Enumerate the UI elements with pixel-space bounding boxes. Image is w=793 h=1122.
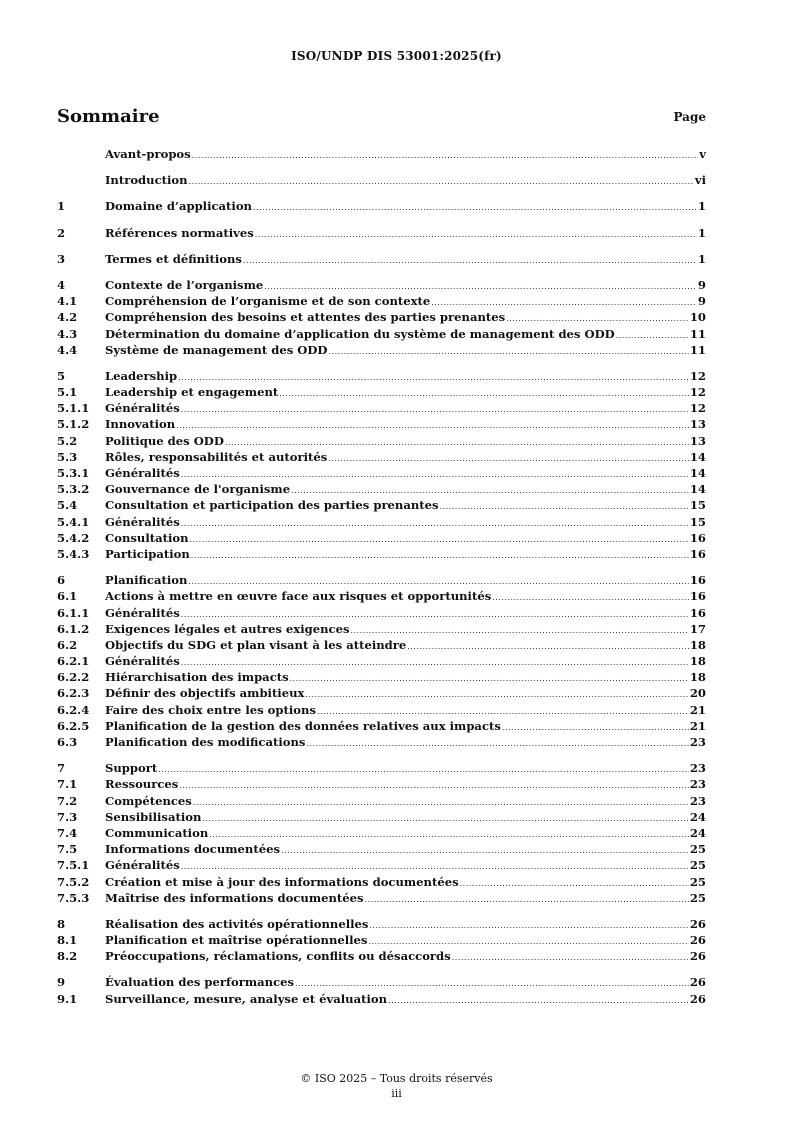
toc-entry-page: 25 [689,842,706,857]
toc-entry-title: Préoccupations, réclamations, conflits ou désaccords [105,949,451,964]
toc-entry[interactable] [57,277,706,293]
toc-entry-number: 7.4 [57,825,78,840]
toc-entry-title: Généralités [105,654,180,669]
toc-entry[interactable] [57,309,706,325]
toc-entry-title: Leadership et engagement [105,385,279,400]
toc-entry-title: Détermination du domaine d’application du système de management des ODD [105,326,615,341]
toc-entry[interactable] [57,702,706,718]
toc-entry-title: Ressources [105,777,179,792]
toc-entry[interactable] [57,776,706,792]
dot-leader [616,328,689,344]
toc-entry-page: 9 [697,294,706,309]
toc-entry-title: Généralités [105,401,180,416]
toc-entry-title: Objectifs du SDG et plan visant à les atteindre [105,637,407,652]
toc-entry-page: 11 [689,342,706,357]
toc-entry[interactable] [57,449,706,465]
dot-leader [329,344,689,360]
toc-entry-title: Maîtrise des informations documentées [105,890,364,905]
toc-entry-number: 5.1.2 [57,417,90,432]
toc-entry-title: Domaine d’application [105,199,252,214]
toc-entry-page: 15 [689,498,706,513]
toc-entry-page: 9 [697,277,706,292]
toc-entry[interactable] [57,974,706,990]
toc-entry-number: 5.4 [57,498,78,513]
toc-entry-number: 6.1.2 [57,621,90,636]
toc-entry[interactable] [57,841,706,857]
toc-entry-page: 18 [689,654,706,669]
toc-entry-title: Définir des objectifs ambitieux [105,686,305,701]
toc-entry-number: 5.3.1 [57,466,90,480]
toc-entry-page: 25 [689,890,706,905]
toc-entry-page: 11 [689,326,706,341]
copyright-notice: © ISO 2025 – Tous droits réservés [300,1072,493,1085]
toc-entry[interactable] [57,251,706,267]
dot-leader [181,402,689,418]
toc-entry-number: 8.2 [57,949,78,964]
toc-entry[interactable] [57,991,706,1007]
toc-entry-number: 6.2.5 [57,718,90,733]
toc-entry-number: 8.1 [57,933,78,948]
toc-entry-title: Rôles, responsabilités et autorités [105,449,328,464]
dot-leader [190,532,689,548]
toc-entry-number: 7.1 [57,777,78,792]
toc-entry-title: Hiérarchisation des impacts [105,670,289,685]
toc-entry-title: Compétences [105,793,192,808]
toc-entry-number: 6.2.4 [57,702,90,717]
toc-entry-title: Planification et maîtrise opérationnelles [105,933,368,948]
toc-entry-title: Consultation [105,530,189,545]
toc-entry-number: 6.3 [57,735,78,749]
toc-entry-number: 7.5.2 [57,874,90,889]
toc-entry[interactable] [57,416,706,432]
dot-leader [243,253,697,269]
toc-entry[interactable] [57,588,706,604]
toc-entry-page: 16 [689,605,706,620]
dot-leader [369,918,688,934]
dot-leader [305,687,688,703]
toc-entry-number: 4.2 [57,310,78,325]
toc-entry[interactable] [57,198,706,214]
toc-entry-page: 20 [689,686,706,701]
toc-entry-page: 23 [689,761,706,776]
dot-leader [255,227,697,243]
toc-entry-number: 6.2.1 [57,654,90,669]
toc-entry-page: 15 [689,514,706,529]
toc-entry[interactable] [57,825,706,841]
dot-leader [365,892,689,908]
toc-entry-number: 4.3 [57,326,78,341]
toc-entry[interactable] [57,326,706,342]
toc-entry[interactable] [57,685,706,701]
toc-entry[interactable] [57,669,706,685]
toc-entry-number: 7.2 [57,793,78,808]
dot-leader [209,827,689,843]
page-column-label: Page [673,110,706,124]
dot-leader [189,174,694,190]
toc-entry-number: 5.4.3 [57,546,90,561]
toc-entry-page: 18 [689,637,706,652]
dot-leader [407,639,689,655]
toc-entry-page: 16 [689,589,706,604]
toc-entry[interactable] [57,760,706,776]
toc-entry-title: Contexte de l’organisme [105,277,264,292]
toc-entry-page: 23 [689,777,706,792]
dot-leader [440,499,689,515]
toc-entry-page: 18 [689,670,706,685]
toc-entry-number: 6 [57,573,66,588]
toc-entry-title: Évaluation des performances [105,975,295,990]
toc-entry-title: Planification des modifications [105,735,306,749]
toc-entry-title: Sensibilisation [105,809,202,824]
toc-entry-title: Exigences légales et autres exigences [105,621,350,636]
toc-entry-number: 7.5.3 [57,890,90,905]
toc-entry-number: 5 [57,368,66,383]
toc-entry[interactable] [57,793,706,809]
toc-entry-title: Planification [105,573,188,588]
dot-leader [460,876,689,892]
toc-entry[interactable] [57,146,706,162]
toc-entry[interactable] [57,857,706,873]
toc-entry-page: 23 [689,793,706,808]
toc-entry-title: Gouvernance de l'organisme [105,482,291,497]
toc-entry-page: vi [694,173,706,188]
toc-entry-title: Généralités [105,858,180,873]
dot-leader [492,590,689,606]
toc-entry[interactable] [57,890,706,906]
toc-entry[interactable] [57,809,706,825]
toc-entry-page: 16 [689,546,706,561]
toc-entry-number: 2 [57,225,66,240]
toc-entry[interactable] [57,400,706,416]
toc-entry-title: Informations documentées [105,842,280,857]
toc-entry-page: 14 [689,449,706,464]
toc-entry-title: Termes et définitions [105,251,242,266]
toc-entry-page: 24 [689,809,706,824]
toc-entry-number: 7.3 [57,809,78,824]
toc-entry-title: Réalisation des activités opérationnelles [105,916,369,931]
toc-entry-number: 5.4.1 [57,514,90,529]
toc-entry-title: Participation [105,546,190,561]
toc-entry-page: 24 [689,825,706,840]
toc-entry[interactable] [57,605,706,621]
toc-entry-title: Avant-propos [105,147,191,161]
document-header: ISO/UNDP DIS 53001:2025(fr) [291,49,502,63]
toc-entry-title: Références normatives [105,225,254,240]
toc-entry[interactable] [57,514,706,530]
toc-entry-number: 6.2.2 [57,670,90,685]
toc-entry-number: 5.1 [57,385,78,400]
toc-entry-title: Faire des choix entre les options [105,702,316,717]
toc-entry[interactable] [57,293,706,309]
toc-entry-page: 25 [689,858,706,873]
toc-entry-page: 23 [689,735,706,749]
toc-entry-number: 5.3.2 [57,482,90,497]
dot-leader [306,736,688,752]
toc-entry-page: 14 [689,482,706,497]
toc-entry-number: 6.2 [57,637,78,652]
toc-entry-number: 5.3 [57,449,78,464]
toc-entry-page: 21 [689,702,706,717]
table-of-contents [57,146,706,1007]
toc-entry-page: 17 [689,621,706,636]
toc-entry-number: 7 [57,761,66,776]
toc-entry-number: 1 [57,199,66,214]
dot-leader [193,795,689,811]
toc-entry[interactable] [57,734,706,750]
toc-entry[interactable] [57,718,706,734]
toc-entry[interactable] [57,497,706,513]
toc-entry-title: Compréhension de l’organisme et de son contexte [105,294,431,309]
toc-entry[interactable] [57,530,706,546]
toc-entry-page: 10 [689,310,706,325]
dot-leader [502,720,689,736]
toc-entry[interactable] [57,172,706,188]
dot-leader [279,386,689,402]
toc-entry-page: 13 [689,417,706,432]
toc-entry-page: 26 [689,949,706,964]
toc-entry-page: 26 [689,975,706,990]
toc-entry-title: Création et mise à jour des informations documentées [105,874,459,889]
toc-entry-title: Introduction [105,173,188,188]
toc-entry-number: 7.5 [57,842,78,857]
toc-entry-number: 5.1.1 [57,401,90,416]
dot-leader [176,418,689,434]
toc-entry-number: 4.1 [57,294,78,309]
toc-entry-number: 7.5.1 [57,858,90,873]
toc-entry-page: 1 [697,199,706,214]
toc-entry-title: Surveillance, mesure, analyse et évaluation [105,991,388,1006]
toc-entry-title: Politique des ODD [105,433,224,448]
dot-leader [202,811,688,827]
page-number: iii [391,1087,402,1100]
toc-entry-page: 26 [689,933,706,948]
toc-entry-page: 1 [697,251,706,266]
toc-entry-number: 6.1.1 [57,605,90,620]
toc-entry-number: 3 [57,251,66,266]
toc-entry-number: 6.1 [57,589,78,604]
dot-leader [158,762,689,778]
toc-entry-page: 13 [689,433,706,448]
toc-entry-title: Généralités [105,466,180,480]
toc-entry-page: 25 [689,874,706,889]
toc-entry-title: Consultation et participation des parties prenantes [105,498,439,513]
toc-entry-title: Planification de la gestion des données relatives aux impacts [105,718,501,733]
toc-entry-title: Leadership [105,368,178,383]
toc-entry[interactable] [57,572,706,588]
toc-entry-number: 9 [57,975,66,990]
toc-entry-number: 9.1 [57,991,78,1006]
toc-entry-page: 12 [689,401,706,416]
toc-entry-number: 8 [57,916,66,931]
toc-entry-title: Système de management des ODD [105,342,328,357]
toc-entry[interactable] [57,932,706,948]
toc-entry-title: Généralités [105,605,180,620]
dot-leader [179,778,689,794]
toc-entry[interactable] [57,481,706,497]
toc-entry-page: 14 [689,466,706,480]
toc-entry-number: 5.2 [57,433,78,448]
toc-entry-page: v [699,147,706,161]
dot-leader [181,516,689,532]
dot-leader [281,843,689,859]
toc-entry-title: Actions à mettre en œuvre face aux risques et opportunités [105,589,492,604]
toc-entry[interactable] [57,637,706,653]
toc-entry-title: Support [105,761,158,776]
toc-entry-title: Communication [105,825,209,840]
toc-entry[interactable] [57,621,706,637]
toc-entry[interactable] [57,465,706,481]
page-title: Sommaire [57,106,160,127]
toc-entry[interactable] [57,384,706,400]
dot-leader [388,993,689,1009]
toc-entry-number: 6.2.3 [57,686,90,701]
toc-entry-page: 21 [689,718,706,733]
toc-entry[interactable] [57,653,706,669]
toc-entry[interactable] [57,546,706,562]
toc-entry-title: Innovation [105,417,176,432]
toc-entry-page: 26 [689,916,706,931]
dot-leader [253,200,697,216]
toc-entry-page: 26 [689,991,706,1006]
dot-leader [192,148,699,164]
toc-entry-page: 12 [689,368,706,383]
dot-leader [328,451,689,467]
toc-entry[interactable] [57,368,706,384]
dot-leader [452,950,689,966]
toc-entry-number: 4 [57,277,66,292]
toc-entry[interactable] [57,916,706,932]
toc-entry-number: 5.4.2 [57,530,90,545]
toc-entry-page: 1 [697,225,706,240]
toc-entry[interactable] [57,225,706,241]
toc-entry[interactable] [57,948,706,964]
dot-leader [290,671,689,687]
toc-entry[interactable] [57,433,706,449]
toc-entry-number: 4.4 [57,342,78,357]
dot-leader [191,548,689,564]
toc-entry-title: Généralités [105,514,180,529]
toc-entry[interactable] [57,874,706,890]
toc-entry-page: 16 [689,573,706,588]
toc-entry-page: 16 [689,530,706,545]
page-footer [0,1071,793,1101]
toc-entry-page: 12 [689,385,706,400]
toc-entry-title: Compréhension des besoins et attentes des parties prenantes [105,310,506,325]
toc-entry[interactable] [57,342,706,358]
